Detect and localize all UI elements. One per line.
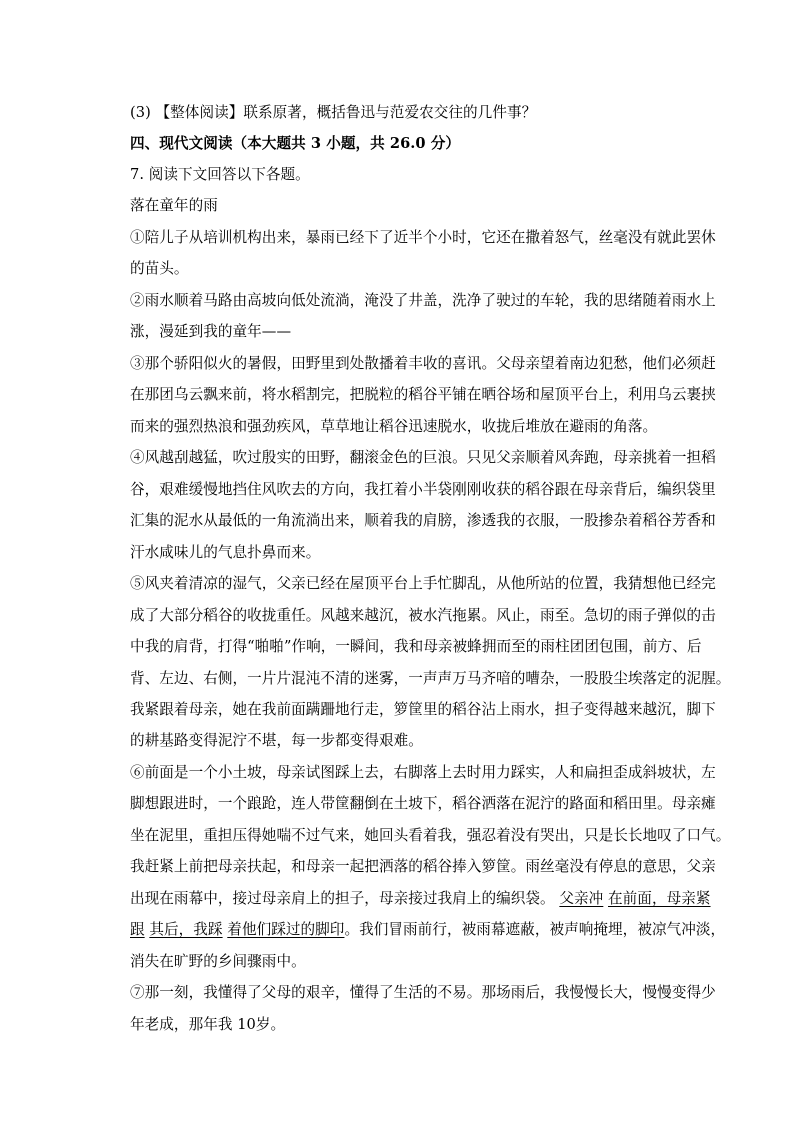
paragraph-2-line-1: ②雨水顺着马路由高坡向低处流淌，淹没了井盖，洗净了驶过的车轮，我的思绪随着雨水上 bbox=[130, 292, 716, 309]
question-7-prompt: 7. 阅读下文回答以下各题。 bbox=[130, 166, 310, 183]
paragraph-5-line-6: 的耕基路变得泥泞不堪，每一步都变得艰难。 bbox=[130, 732, 423, 749]
paragraph-3-line-1: ③那个骄阳似火的暑假，田野里到处散播着丰收的喜讯。父母亲望着南边犯愁，他们必须赶 bbox=[130, 355, 716, 372]
underlined-phrase-footprints: 着他们踩过的脚印 bbox=[227, 921, 345, 938]
paragraph-5-line-2: 成了大部分稻谷的收拢重任。风越来越沉，被水汽拖累。风止，雨至。急切的雨子弹似的击 bbox=[130, 607, 716, 624]
question-3-text: (3) 【整体阅读】联系原著，概括鲁迅与范爱农交往的几件事？ bbox=[130, 104, 537, 121]
paragraph-4-line-4: 汗水咸味儿的气息扑鼻而来。 bbox=[130, 544, 321, 561]
paragraph-3-line-3: 而来的强烈热浪和强劲疾风，草草地让稻谷迅速脱水，收拢后堆放在避雨的角落。 bbox=[130, 418, 658, 435]
paragraph-6-line-1: ⑥前面是一个小土坡，母亲试图踩上去，右脚落上去时用力踩实，人和扁担歪成斜坡状，左 bbox=[130, 764, 716, 781]
paragraph-6-line-2: 脚想跟进时，一个踉跄，连人带筐翻倒在土坡下，稻谷洒落在泥泞的路面和稻田里。母亲瘫 bbox=[130, 795, 716, 812]
paragraph-4-line-2: 谷，艰难缓慢地挡住风吹去的方向，我扛着小半袋刚刚收获的稻谷跟在母亲背后，编织袋里 bbox=[130, 481, 716, 498]
paragraph-4-line-3: 汇集的泥水从最低的一角流淌出来，顺着我的肩膀，渗透我的衣服，一股掺杂着稻谷芳香和 bbox=[130, 512, 716, 529]
paragraph-6-line-6 bbox=[130, 920, 725, 940]
paragraph-5-line-3: 中我的肩背，打得“啪啪”作响，一瞬间，我和母亲被蜂拥而至的雨柱团团包围，前方、后 bbox=[130, 638, 702, 655]
underlined-phrase-father: 父亲冲 bbox=[559, 890, 604, 907]
paragraph-6-line-5 bbox=[130, 889, 711, 909]
paragraph-1-line-2: 的苗头。 bbox=[130, 260, 189, 277]
paragraph-1-line-1: ①陪儿子从培训机构出来，暴雨已经下了近半个小时，它还在撒着怒气，丝毫没有就此罢休 bbox=[130, 229, 716, 246]
paragraph-5-line-1: ⑤风夹着清凉的湿气，父亲已经在屋顶平台上手忙脚乱，从他所站的位置，我猜想他已经完 bbox=[130, 575, 716, 592]
paragraph-4-line-1: ④风越刮越猛，吹过殷实的田野，翻滚金色的巨浪。只见父亲顺着风奔跑，母亲挑着一担稻 bbox=[130, 449, 716, 466]
paragraph-6-line-7: 消失在旷野的乡间骤雨中。 bbox=[130, 953, 306, 970]
paragraph-5-line-5: 我紧跟着母亲，她在我前面蹒跚地行走，箩筐里的稻谷沾上雨水，担子变得越来越沉，脚下 bbox=[130, 701, 716, 718]
paragraph-2-line-2: 涨，漫延到我的童年—— bbox=[130, 323, 292, 340]
paragraph-7-line-1: ⑦那一刻，我懂得了父母的艰辛，懂得了生活的不易。那场雨后，我慢慢长大，慢慢变得少 bbox=[130, 984, 716, 1001]
paragraph-5-line-4: 背、左边、右侧，一片片混沌不清的迷雾，一声声万马齐喑的嘈杂，一股股尘埃落定的泥腥。 bbox=[130, 670, 731, 687]
underlined-phrase-behind: 其后，我踩 bbox=[149, 921, 223, 938]
underlined-phrase-follow: 跟 bbox=[130, 921, 145, 938]
paragraph-6-line-3: 坐在泥里，重担压得她喘不过气来，她回头看着我，强忍着没有哭出，只是长长地叹了口气。 bbox=[130, 827, 731, 844]
paragraph-7-line-2: 年老成，那年我 10岁。 bbox=[130, 1016, 286, 1033]
paragraph-6-line-5-plain: 出现在雨幕中，接过母亲肩上的担子，母亲接过我肩上的编织袋。 bbox=[130, 890, 555, 907]
paragraph-3-line-2: 在那团乌云飘来前，将水稻割完，把脱粒的稻谷平铺在晒谷场和屋顶平台上，利用乌云裹挟 bbox=[130, 386, 716, 403]
paragraph-6-line-4: 我赶紧上前把母亲扶起，和母亲一起把洒落的稻谷捧入箩筐。雨丝毫没有停息的意思，父亲 bbox=[130, 858, 716, 875]
section-heading: 四、现代文阅读（本大题共 3 小题，共 26.0 分） bbox=[130, 135, 461, 152]
paragraph-6-line-6-plain: 。我们冒雨前行，被雨幕遮蔽，被声响掩埋，被凉气冲淡， bbox=[344, 921, 726, 938]
underlined-phrase-mother: 在前面，母亲紧 bbox=[608, 890, 711, 907]
passage-title: 落在童年的雨 bbox=[130, 197, 218, 214]
